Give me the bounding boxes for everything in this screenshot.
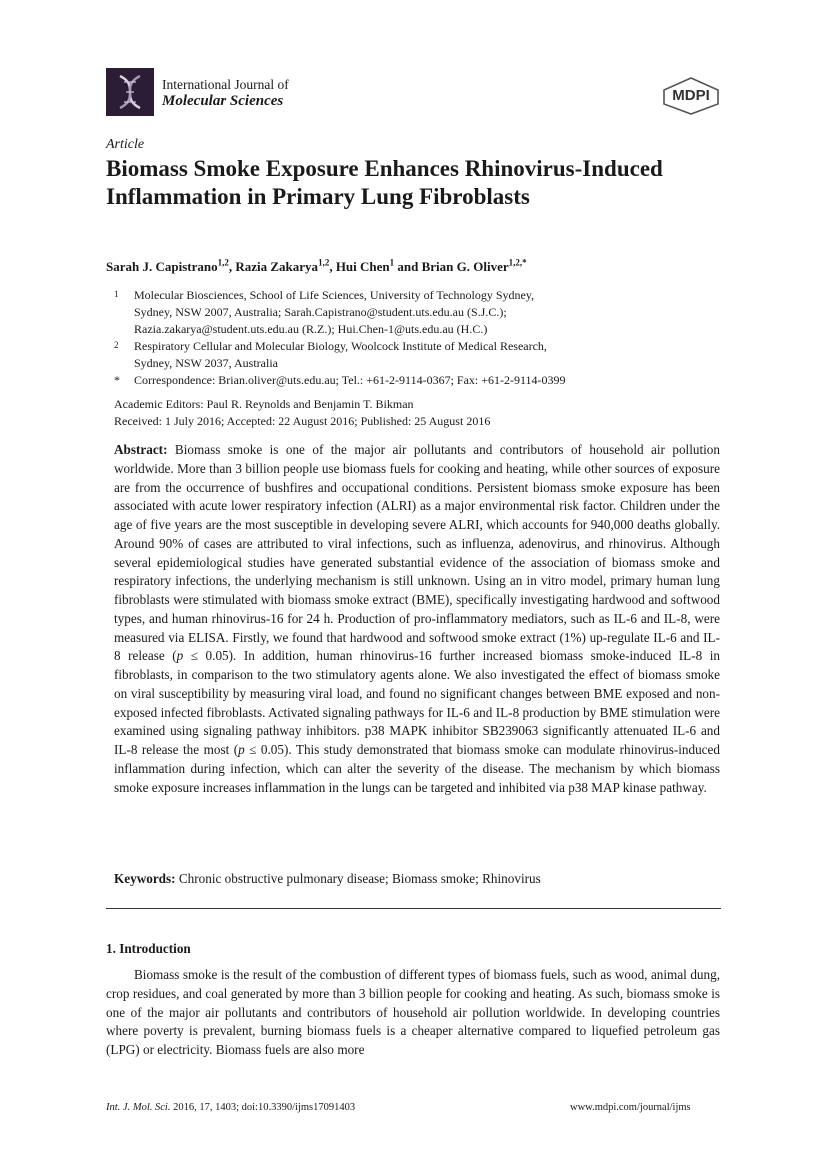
abstract bbox=[114, 441, 720, 797]
author-affiliation-marker: 1 bbox=[389, 257, 395, 268]
article-type: Article bbox=[106, 137, 145, 152]
abstract-text: Biomass smoke is one of the major air pollutants and contributors of household air pollution worldwide. More than 3 billion people use biomass fuels for cooking and heating, while other sources of exposure are from the occurrence of bushfires and occupational conditions. Persistent biomass smoke exposure has been associated with acute lower respiratory infection (ALRI) as a major environmental risk factor. Children under the age of five years are the most susceptible in developing severe ALRI, which accounts for 940,000 deaths globally. Around 90% of cases are attributed to viral infections, such as influenza, adenovirus, and rhinovirus. Although several epidemiological studies have generated substantial evidence of the association of biomass smoke and respiratory infections, the underlying mechanism is still unknown. Using an in vitro model, primary human lung fibroblasts were stimulated with biomass smoke extract (BME), specifically investigating hardwood and softwood types, and human rhinovirus-16 for 24 h. Production of pro-inflammatory mediators, such as IL-6 and IL-8, were measured via ELISA. Firstly, we found that hardwood and softwood smoke extract (1%) up-regulate IL-6 and IL-8 release ( bbox=[114, 442, 720, 664]
journal-logo bbox=[106, 68, 154, 116]
affiliation-marker: 2 bbox=[114, 340, 119, 350]
keywords-label: Keywords: bbox=[114, 871, 176, 886]
affiliation-line: Sydney, NSW 2007, Australia; Sarah.Capistrano@student.uts.edu.au (S.J.C.); bbox=[134, 305, 507, 319]
abstract-label: Abstract: bbox=[114, 442, 168, 457]
affiliation-marker: * bbox=[114, 373, 120, 387]
divider bbox=[106, 908, 721, 909]
dna-icon bbox=[106, 68, 154, 116]
paragraph-text: Biomass smoke is the result of the combustion of different types of biomass fuels, such as wood, animal dung, crop residues, and coal generated by more than 3 billion people for cooking and heating. As such, biomass smoke is one of the major air pollutants and contributors of household air pollution worldwide. In developing countries where poverty is prevalent, burning biomass fuels is a cheaper alternative compared to liquefied petroleum gas (LPG) or electricity. Biomass fuels are also more bbox=[106, 967, 720, 1057]
affiliation-marker: 1 bbox=[114, 289, 119, 299]
author-separator: , bbox=[228, 259, 236, 274]
correspondence-text: Correspondence: Brian.oliver@uts.edu.au; Tel.: +61-2-9114-0367; Fax: +61-2-9114-0399 bbox=[134, 373, 566, 387]
keywords-text: Chronic obstructive pulmonary disease; Biomass smoke; Rhinovirus bbox=[175, 871, 541, 886]
abstract-p-symbol: p bbox=[176, 648, 184, 664]
academic-editors: Academic Editors: Paul R. Reynolds and Benjamin T. Bikman bbox=[114, 397, 414, 411]
affiliation-line: Respiratory Cellular and Molecular Biology, Woolcock Institute of Medical Research, bbox=[134, 339, 547, 353]
abstract-text: ≤ 0.05). In addition, human rhinovirus-16 further increased biomass smoke-induced IL-8 in fibroblasts, in comparison to the two stimulatory agents alone. We also investigated the effect of biomass smoke on viral susceptibility by measuring viral load, and found no significant changes between BME exposed and non-exposed infected fibroblasts. Activated signaling pathways for IL-6 and IL-8 production by BME stimulation were examined using signaling pathway inhibitors. p38 MAPK inhibitor SB239063 significantly attenuated IL-6 and IL-8 release the most ( bbox=[114, 648, 720, 757]
abstract-text: ≤ 0.05). This study demonstrated that biomass smoke can modulate rhinovirus-induced inflammation during infection, which can alter the severity of the disease. The mechanism by which biomass smoke exposure increases inflammation in the lungs can be targeted and inhibited via p38 MAP kinase pathway. bbox=[114, 742, 720, 795]
keywords bbox=[114, 871, 541, 887]
footer-journal-abbrev: Int. J. Mol. Sci. bbox=[106, 1102, 171, 1113]
author-separator: and bbox=[394, 259, 422, 274]
author-affiliation-marker: 1,2,* bbox=[508, 257, 527, 268]
abstract-p-symbol: p bbox=[238, 742, 245, 757]
journal-name-line1: International Journal of bbox=[162, 77, 289, 92]
publisher-logo-text: MDPI bbox=[672, 87, 710, 104]
paper-title: Biomass Smoke Exposure Enhances Rhinovirus-Induced Inflammation in Primary Lung Fibroblasts bbox=[106, 156, 663, 209]
author-name: Hui Chen bbox=[335, 259, 390, 274]
author-affiliation-marker: 1,2 bbox=[217, 257, 229, 268]
publication-dates: Received: 1 July 2016; Accepted: 22 August 2016; Published: 25 August 2016 bbox=[114, 414, 491, 428]
section-heading: 1. Introduction bbox=[106, 941, 191, 956]
author-list bbox=[106, 259, 527, 275]
affiliation-line: Razia.zakarya@student.uts.edu.au (R.Z.); Hui.Chen-1@uts.edu.au (H.C.) bbox=[134, 322, 488, 336]
affiliation-line: Molecular Biosciences, School of Life Sciences, University of Technology Sydney, bbox=[134, 288, 535, 302]
author-separator: , bbox=[329, 259, 336, 274]
publisher-logo bbox=[660, 76, 722, 116]
author-name: Brian G. Oliver bbox=[421, 259, 509, 274]
author-affiliation-marker: 1,2 bbox=[318, 257, 330, 268]
journal-name-line2: Molecular Sciences bbox=[162, 93, 284, 109]
footer-url[interactable]: www.mdpi.com/journal/ijms bbox=[570, 1102, 691, 1113]
footer-citation-text: 2016, 17, 1403; doi:10.3390/ijms17091403 bbox=[170, 1102, 356, 1113]
affiliation-line: Sydney, NSW 2037, Australia bbox=[134, 356, 278, 370]
author-name: Razia Zakarya bbox=[235, 259, 319, 274]
section-paragraph bbox=[106, 966, 720, 1060]
footer-citation bbox=[106, 1102, 355, 1113]
author-name: Sarah J. Capistrano bbox=[106, 259, 218, 274]
